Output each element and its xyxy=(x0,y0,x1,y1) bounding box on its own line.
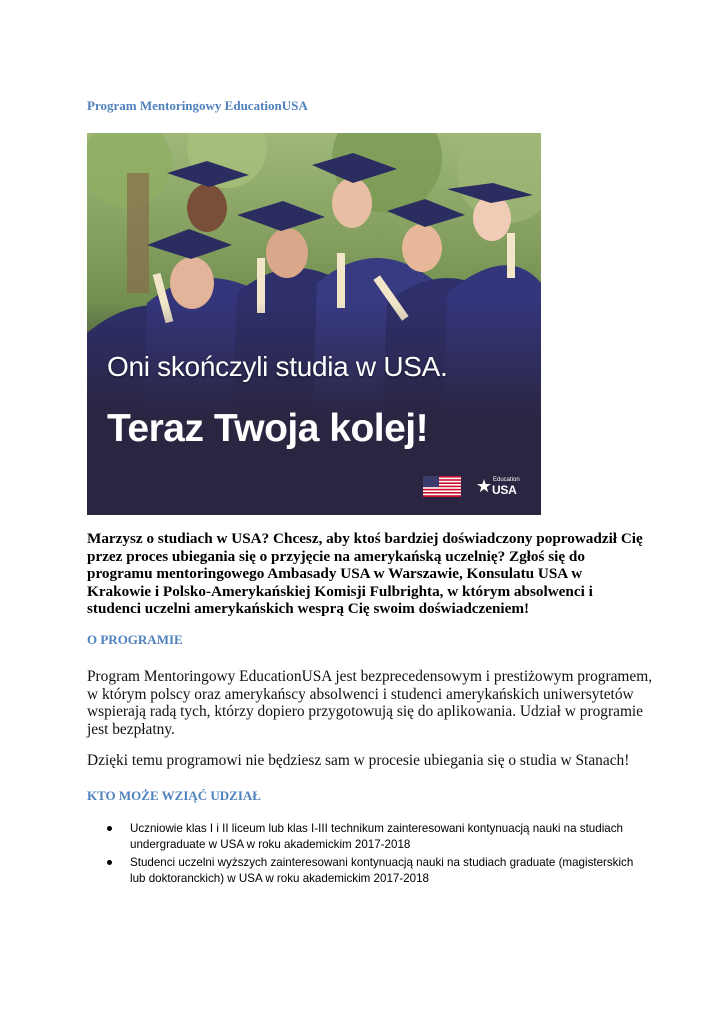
graduates-photo xyxy=(87,133,541,515)
list-item xyxy=(87,821,647,853)
section-heading-eligibility: KTO MOŻE WZIĄĆ UDZIAŁ xyxy=(87,788,261,803)
document-title: Program Mentoringowy EducationUSA xyxy=(87,98,308,113)
bullet-icon xyxy=(107,826,112,831)
banner-headline: Teraz Twoja kolej! xyxy=(107,407,429,450)
intro-paragraph: Marzysz o studiach w USA? Chcesz, aby ktoś bardziej doświadczony poprowadził Cię przez proces ubiegania się o przyjęcie na amerykańską uczelnię? Zgłoś się do programu mentoringowego Ambasady USA w Warszawie, Konsulatu USA w Krakowie i Polsko-Amerykańskiej Komisji Fulbrighta, w którym absolwenci i studenci uczelni amerykańskich wesprą Cię swoim doświadczeniem! xyxy=(87,530,643,618)
star-icon xyxy=(477,479,491,493)
logo-word-usa: USA xyxy=(492,483,517,497)
us-flag-icon xyxy=(423,476,461,497)
list-item xyxy=(87,855,647,887)
bullet-icon xyxy=(107,860,112,865)
banner-tagline: Oni skończyli studia w USA. xyxy=(107,351,448,382)
list-item-text: Studenci uczelni wyższych zainteresowani kontynuacją nauki na studiach graduate (magisterskich lub doktoranckich) w USA w roku akademickim 2017-2018 xyxy=(130,856,634,885)
section-heading-about: O PROGRAMIE xyxy=(87,632,183,647)
eligibility-list xyxy=(87,821,647,889)
educationusa-logo xyxy=(477,474,525,498)
about-paragraph: Program Mentoringowy EducationUSA jest bezprecedensowym i prestiżowym programem, w którym polscy oraz amerykańscy absolwenci i studenci amerykańskich uniwersytetów wspierają radą tych, którzy dopiero przygotowują się do aplikowania. Udział w programie jest bezpłatny. xyxy=(87,668,653,738)
logo-word-education: Education xyxy=(493,477,520,483)
about-note-paragraph: Dzięki temu programowi nie będziesz sam w procesie ubiegania się o studia w Stanach! xyxy=(87,752,630,769)
list-item-text: Uczniowie klas I i II liceum lub klas I-III technikum zainteresowani kontynuacją nauki na studiach undergraduate w USA w roku akademickim 2017-2018 xyxy=(130,822,623,851)
banner-image xyxy=(87,133,541,515)
